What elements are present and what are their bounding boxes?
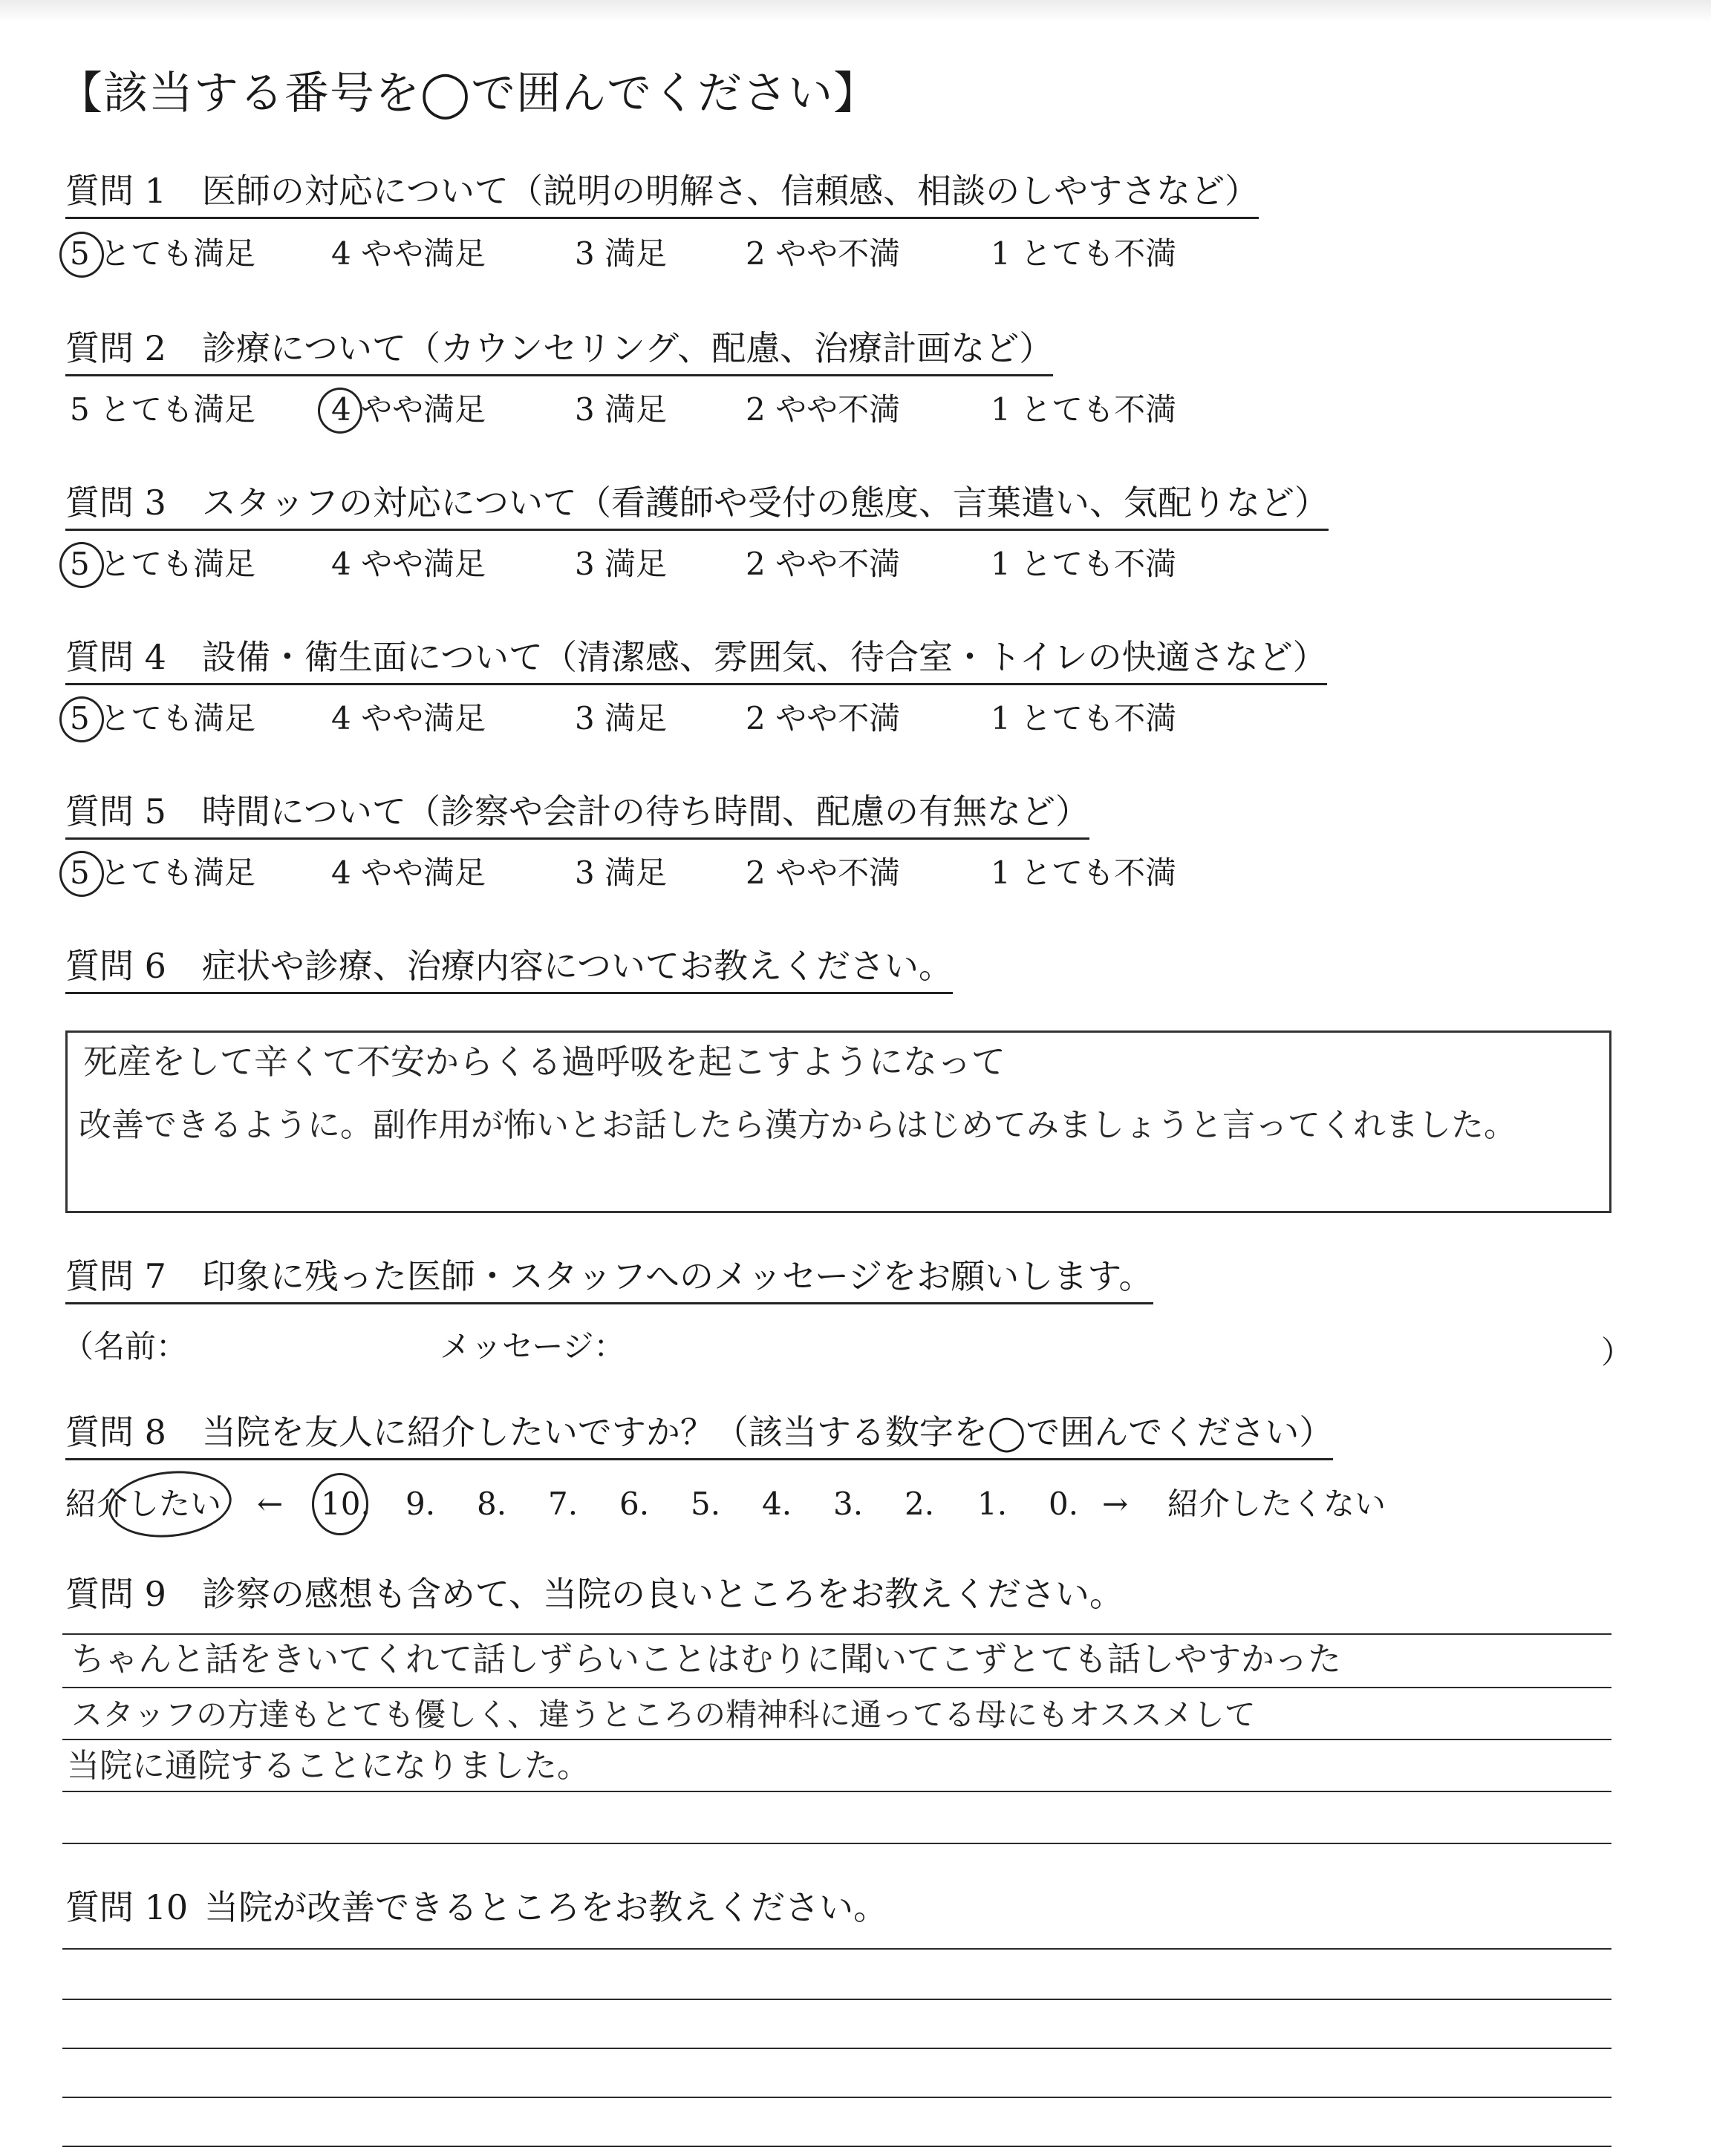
- q8-scale-3[interactable]: 3.: [833, 1486, 864, 1522]
- q1-option-2[interactable]: 2 やや不満: [746, 235, 901, 272]
- question-number: 質問 1: [65, 171, 166, 211]
- question-2-heading: [65, 327, 1053, 376]
- q9-answer-rule: [62, 1843, 1611, 1844]
- q8-scale-10[interactable]: 10.: [321, 1486, 371, 1522]
- question-10-heading: [65, 1886, 887, 1933]
- q7-name-label: （名前：: [62, 1328, 188, 1365]
- question-text: 症状や診療、治療内容についてお教えください。: [201, 946, 953, 986]
- q2-option-1[interactable]: 1 とても不満: [991, 391, 1177, 428]
- page-title: 【該当する番号を◯で囲んでください】: [58, 68, 879, 120]
- q8-left-label: 紹介したい: [65, 1486, 222, 1522]
- question-3-heading: [65, 481, 1329, 531]
- question-text: 設備・衛生面について（清潔感、雰囲気、待合室・トイレの快適さなど）: [201, 637, 1327, 677]
- q3-selection-circle: [59, 542, 104, 588]
- q7-close-paren: ）: [1601, 1334, 1633, 1371]
- q7-message-label: メッセージ：: [440, 1328, 625, 1365]
- q8-scale-7[interactable]: 7.: [548, 1486, 579, 1522]
- q5-option-4[interactable]: 4 やや満足: [331, 855, 486, 891]
- q1-option-1[interactable]: 1 とても不満: [991, 235, 1177, 272]
- q8-selection-circle: [312, 1473, 368, 1535]
- question-number: 質問 4: [65, 637, 166, 677]
- q8-scale-2[interactable]: 2.: [905, 1486, 935, 1522]
- question-number: 質問 9: [65, 1574, 166, 1614]
- q10-answer-rule: [62, 1948, 1611, 1950]
- q5-option-3[interactable]: 3 満足: [575, 855, 668, 891]
- question-text: 時間について（診察や会計の待ち時間、配慮の有無など）: [201, 791, 1089, 832]
- q2-option-2[interactable]: 2 やや不満: [746, 391, 901, 428]
- q4-selection-circle: [59, 696, 104, 742]
- q3-option-2[interactable]: 2 やや不満: [746, 546, 901, 582]
- q9-answer-rule: [62, 1687, 1611, 1688]
- q9-answer-line-3: 当院に通院することになりました。: [67, 1747, 590, 1785]
- question-number: 質問 10: [65, 1887, 189, 1927]
- question-1-heading: [65, 169, 1259, 219]
- q2-option-5[interactable]: 5 とても満足: [70, 391, 256, 428]
- q3-option-4[interactable]: 4 やや満足: [331, 546, 486, 582]
- q9-answer-rule: [62, 1739, 1611, 1740]
- q1-selection-circle: [59, 232, 104, 278]
- q5-option-5[interactable]: 5 とても満足: [70, 855, 256, 891]
- q4-option-2[interactable]: 2 やや不満: [746, 700, 901, 736]
- q3-option-5[interactable]: 5 とても満足: [70, 546, 256, 582]
- q2-option-4[interactable]: 4 やや満足: [331, 391, 486, 428]
- q5-option-2[interactable]: 2 やや不満: [746, 855, 901, 891]
- question-text: スタッフの対応について（看護師や受付の態度、言葉遣い、気配りなど）: [201, 483, 1329, 523]
- q3-option-3[interactable]: 3 満足: [575, 546, 668, 582]
- q8-right-arrow: →: [1102, 1486, 1129, 1522]
- q8-right-label: 紹介したくない: [1167, 1486, 1386, 1522]
- q8-label-circle: [105, 1466, 235, 1544]
- question-number: 質問 8: [65, 1412, 166, 1452]
- q10-answer-rule: [62, 2097, 1611, 2098]
- q8-left-arrow: ←: [257, 1486, 284, 1522]
- scan-top-shadow: [0, 0, 1711, 22]
- q4-option-5[interactable]: 5 とても満足: [70, 700, 256, 736]
- question-text: 印象に残った医師・スタッフへのメッセージをお願いします。: [201, 1256, 1153, 1296]
- question-4-heading: [65, 636, 1327, 685]
- q2-option-3[interactable]: 3 満足: [575, 391, 668, 428]
- question-5-heading: [65, 790, 1089, 840]
- q1-option-3[interactable]: 3 満足: [575, 235, 668, 272]
- q2-selection-circle: [318, 388, 362, 434]
- q8-scale-6[interactable]: 6.: [619, 1486, 650, 1522]
- question-6-heading: [65, 944, 953, 994]
- question-text: 医師の対応について（説明の明解さ、信頼感、相談のしやすさなど）: [201, 171, 1259, 211]
- question-text: 診察の感想も含めて、当院の良いところをお教えください。: [201, 1574, 1124, 1614]
- q3-option-1[interactable]: 1 とても不満: [991, 546, 1177, 582]
- q5-option-1[interactable]: 1 とても不満: [991, 855, 1177, 891]
- question-number: 質問 7: [65, 1256, 166, 1296]
- q9-answer-rule: [62, 1791, 1611, 1792]
- q8-scale-8[interactable]: 8.: [477, 1486, 507, 1522]
- q1-option-5[interactable]: 5 とても満足: [70, 235, 256, 272]
- q10-answer-rule: [62, 2048, 1611, 2049]
- q8-scale-1[interactable]: 1.: [977, 1486, 1008, 1522]
- q4-option-1[interactable]: 1 とても不満: [991, 700, 1177, 736]
- question-text: 当院が改善できるところをお教えください。: [204, 1887, 888, 1927]
- question-number: 質問 6: [65, 946, 166, 986]
- q5-selection-circle: [59, 851, 104, 897]
- q9-answer-rule: [62, 1633, 1611, 1635]
- question-number: 質問 5: [65, 791, 166, 832]
- q8-scale-5[interactable]: 5.: [691, 1486, 721, 1522]
- question-8-heading: [65, 1411, 1333, 1460]
- question-text: 診療について（カウンセリング、配慮、治療計画など）: [201, 328, 1054, 368]
- question-number: 質問 3: [65, 483, 166, 523]
- q4-option-3[interactable]: 3 満足: [575, 700, 668, 736]
- q6-answer-line-1: 死産をして辛くて不安からくる過呼吸を起こすようになって: [83, 1042, 1006, 1082]
- question-9-heading: [65, 1572, 1124, 1620]
- q10-answer-rule: [62, 1999, 1611, 2000]
- q6-answer-line-2: 改善できるように。副作用が怖いとお話したら漢方からはじめてみましょうと言ってくれました。: [79, 1106, 1516, 1144]
- q8-scale-0[interactable]: 0.: [1049, 1486, 1079, 1522]
- question-text: 当院を友人に紹介したいですか？（該当する数字を◯で囲んでください）: [201, 1412, 1334, 1452]
- q8-scale-9[interactable]: 9.: [405, 1486, 436, 1522]
- q4-option-4[interactable]: 4 やや満足: [331, 700, 486, 736]
- question-number: 質問 2: [65, 328, 166, 368]
- q10-answer-rule: [62, 2146, 1611, 2147]
- q9-answer-line-1: ちゃんと話をきいてくれて話しずらいことはむりに聞いてこずとても話しやすかった: [71, 1639, 1342, 1679]
- q1-option-4[interactable]: 4 やや満足: [331, 235, 486, 272]
- q8-scale-4[interactable]: 4.: [762, 1486, 792, 1522]
- q9-answer-line-2: スタッフの方達もとても優しく、違うところの精神科に通ってる母にもオススメして: [71, 1696, 1256, 1733]
- question-7-heading: [65, 1255, 1153, 1304]
